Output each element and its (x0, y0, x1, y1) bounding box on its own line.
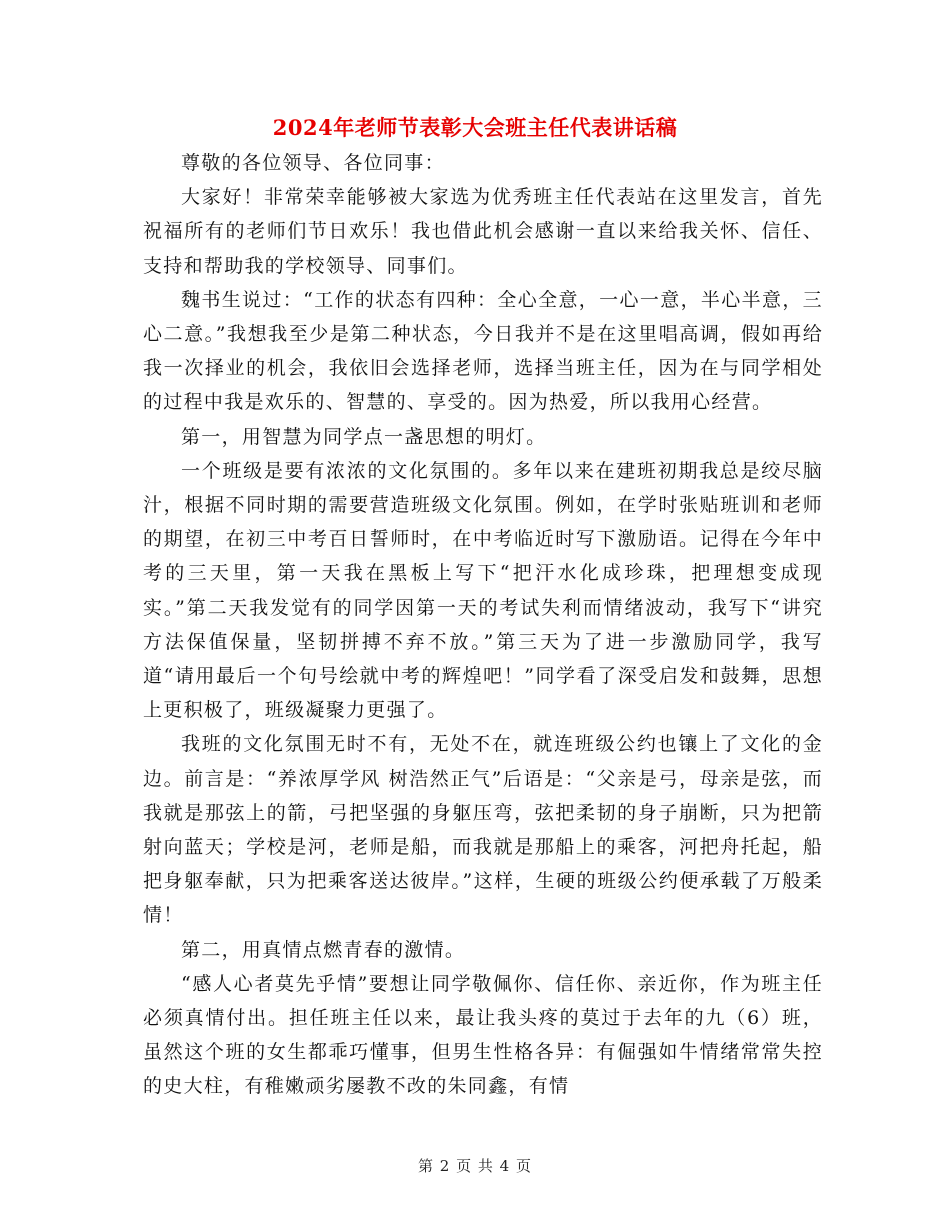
document-body (143, 146, 823, 1104)
paragraph-class-culture: 一个班级是要有浓浓的文化氛围的。多年以来在建班初期我总是绞尽脑汁，根据不同时期的需要营造班级文化氛围。例如，在学时张贴班训和老师的期望，在初三中考百日誓师时，在中考临近时写下激励语。记得在今年中考的三天里，第一天我在黑板上写下“把汗水化成珍珠，把理想变成现实。”第二天我发觉有的同学因第一天的考试失利而情绪波动，我写下“讲究方法保值保量，坚韧拼搏不弃不放。”第三天为了进一步激励同学，我写道“请用最后一个句号绘就中考的辉煌吧！”同学看了深受启发和鼓舞，思想上更积极了，班级凝聚力更强了。 (143, 459, 823, 722)
paragraph-salutation: 尊敬的各位领导、各位同事： (181, 152, 445, 174)
paragraph-greeting: 大家好！非常荣幸能够被大家选为优秀班主任代表站在这里发言，首先祝福所有的老师们节日欢乐！我也借此机会感谢一直以来给我关怀、信任、支持和帮助我的学校领导、同事们。 (143, 186, 823, 277)
page-number-footer: 第 2 页 共 4 页 (418, 1157, 532, 1175)
paragraph-section-one-heading: 第一，用智慧为同学点一盏思想的明灯。 (181, 425, 547, 448)
paragraph-true-feelings: “感人心者莫先乎情”要想让同学敬佩你、信任你、亲近你，作为班主任必须真情付出。担任班主任以来，最让我头疼的莫过于去年的九（6）班，虽然这个班的女生都乖巧懂事，但男生性格各异：有倔强如牛情绪常常失控的史大柱，有稚嫩顽劣屡教不改的朱同鑫，有情 (143, 972, 823, 1098)
paragraph-class-convention: 我班的文化氛围无时不有，无处不在，就连班级公约也镶上了文化的金边。前言是：“养浓厚学风 树浩然正气”后语是：“父亲是弓，母亲是弦，而我就是那弦上的箭，弓把坚强的身躯压弯，弦把柔韧的身子崩断，只为把箭射向蓝天；学校是河，老师是船，而我就是那船上的乘客，河把舟托起，船把身躯奉献，只为把乘客送达彼岸。”这样，生硬的班级公约便承载了万般柔情！ (143, 733, 823, 927)
document-title: 2024年老师节表彰大会班主任代表讲话稿 (272, 115, 678, 140)
paragraph-section-two-heading: 第二，用真情点燃青春的激情。 (181, 938, 466, 961)
paragraph-wei-shusheng-quote: 魏书生说过：“工作的状态有四种：全心全意，一心一意，半心半意，三心二意。”我想我至少是第二种状态，今日我并不是在这里唱高调，假如再给我一次择业的机会，我依旧会选择老师，选择当班主任，因为在与同学相处的过程中我是欢乐的、智慧的、享受的。因为热爱，所以我用心经营。 (143, 288, 823, 414)
